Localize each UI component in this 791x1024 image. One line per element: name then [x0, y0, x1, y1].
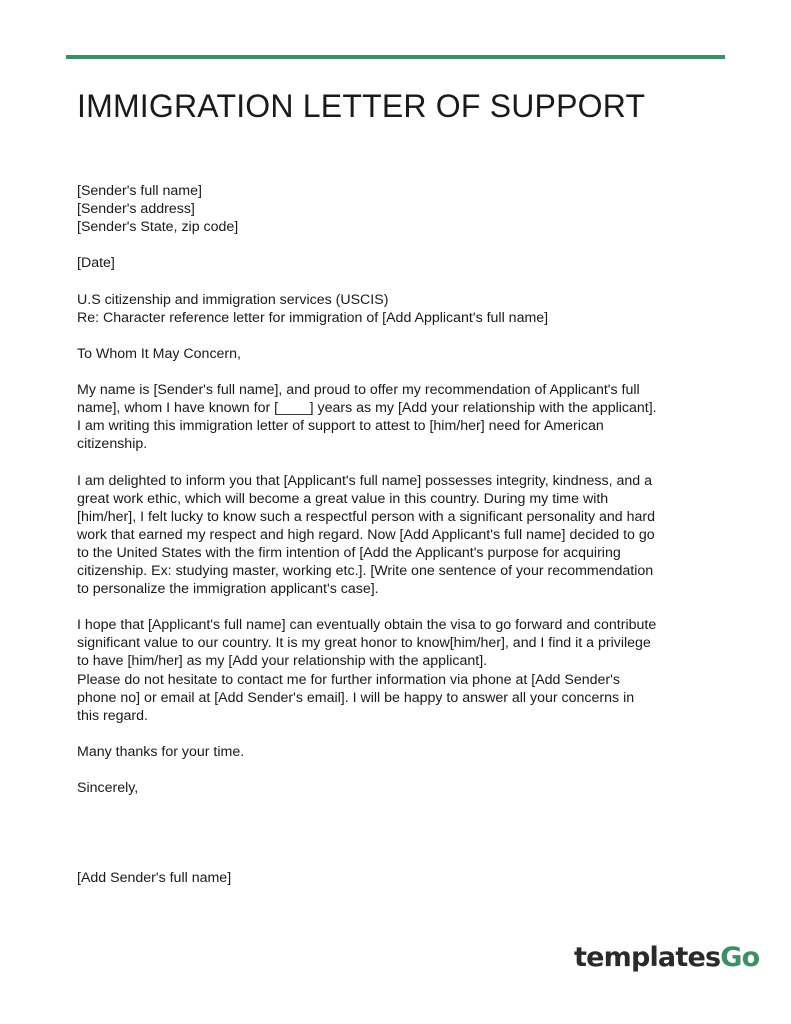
paragraph-introduction — [77, 381, 717, 453]
paragraph-line: citizenship. Ex: studying master, working etc.]. [Write one sentence of your recommendation — [77, 562, 654, 579]
paragraph-conclusion — [77, 616, 717, 725]
sender-state-zip: [Sender's State, zip code] — [77, 219, 239, 236]
recipient-agency: U.S citizenship and immigration services (USCIS) — [77, 291, 389, 308]
paragraph-line: significant value to our country. It is my great honor to know[him/her], and I find it a privilege — [77, 635, 651, 652]
paragraph-line: this regard. — [77, 707, 148, 724]
sender-name: [Sender's full name] — [77, 183, 202, 199]
recipient-block — [77, 291, 717, 327]
paragraph-line: work that earned my respect and high regard. Now [Add Applicant's full name] decided to go — [77, 526, 655, 543]
paragraph-line: My name is [Sender's full name], and proud to offer my recommendation of Applicant's full — [77, 382, 640, 399]
letter-date: [Date] — [77, 255, 115, 272]
letter-body — [77, 182, 717, 887]
thanks-line: Many thanks for your time. — [77, 743, 245, 760]
paragraph-line: I am writing this immigration letter of support to attest to [him/her] need for American — [77, 418, 604, 435]
paragraph-line: citizenship. — [77, 436, 148, 453]
paragraph-line: great work ethic, which will become a great value in this country. During my time with — [77, 490, 609, 507]
paragraph-line: I am delighted to inform you that [Applicant's full name] possesses integrity, kindness, and a — [77, 472, 652, 489]
templatesgo-logo — [574, 944, 759, 971]
paragraph-line: name], whom I have known for [____] years as my [Add your relationship with the applicant]. — [77, 400, 657, 417]
paragraph-line: to the United States with the firm intention of [Add the Applicant's purpose for acquiring — [77, 544, 621, 561]
paragraph-line: to personalize the immigration applicant's case]. — [77, 581, 379, 598]
letter-title: IMMIGRATION LETTER OF SUPPORT — [77, 88, 646, 124]
salutation: To Whom It May Concern, — [77, 345, 241, 362]
signature-name: [Add Sender's full name] — [77, 870, 232, 887]
paragraph-line: to have [him/her] as my [Add your relationship with the applicant]. — [77, 653, 488, 670]
paragraph-line: Please do not hesitate to contact me for further information via phone at [Add Sender's — [77, 671, 620, 688]
paragraph-line: phone no] or email at [Add Sender's email]. I will be happy to answer all your concerns in — [77, 689, 635, 706]
logo-text-templates: templates — [574, 942, 721, 973]
closing-line: Sincerely, — [77, 780, 139, 797]
top-divider — [66, 55, 725, 59]
paragraph-line: [him/her], I felt lucky to know such a respectful person with a significant personality and hard — [77, 508, 656, 525]
letter-subject: Re: Character reference letter for immigration of [Add Applicant's full name] — [77, 309, 549, 326]
sender-block — [77, 182, 717, 236]
sender-address: [Sender's address] — [77, 201, 195, 218]
logo-text-go: Go — [720, 942, 760, 973]
paragraph-line: I hope that [Applicant's full name] can eventually obtain the visa to go forward and contribute — [77, 617, 657, 634]
paragraph-character — [77, 472, 717, 599]
